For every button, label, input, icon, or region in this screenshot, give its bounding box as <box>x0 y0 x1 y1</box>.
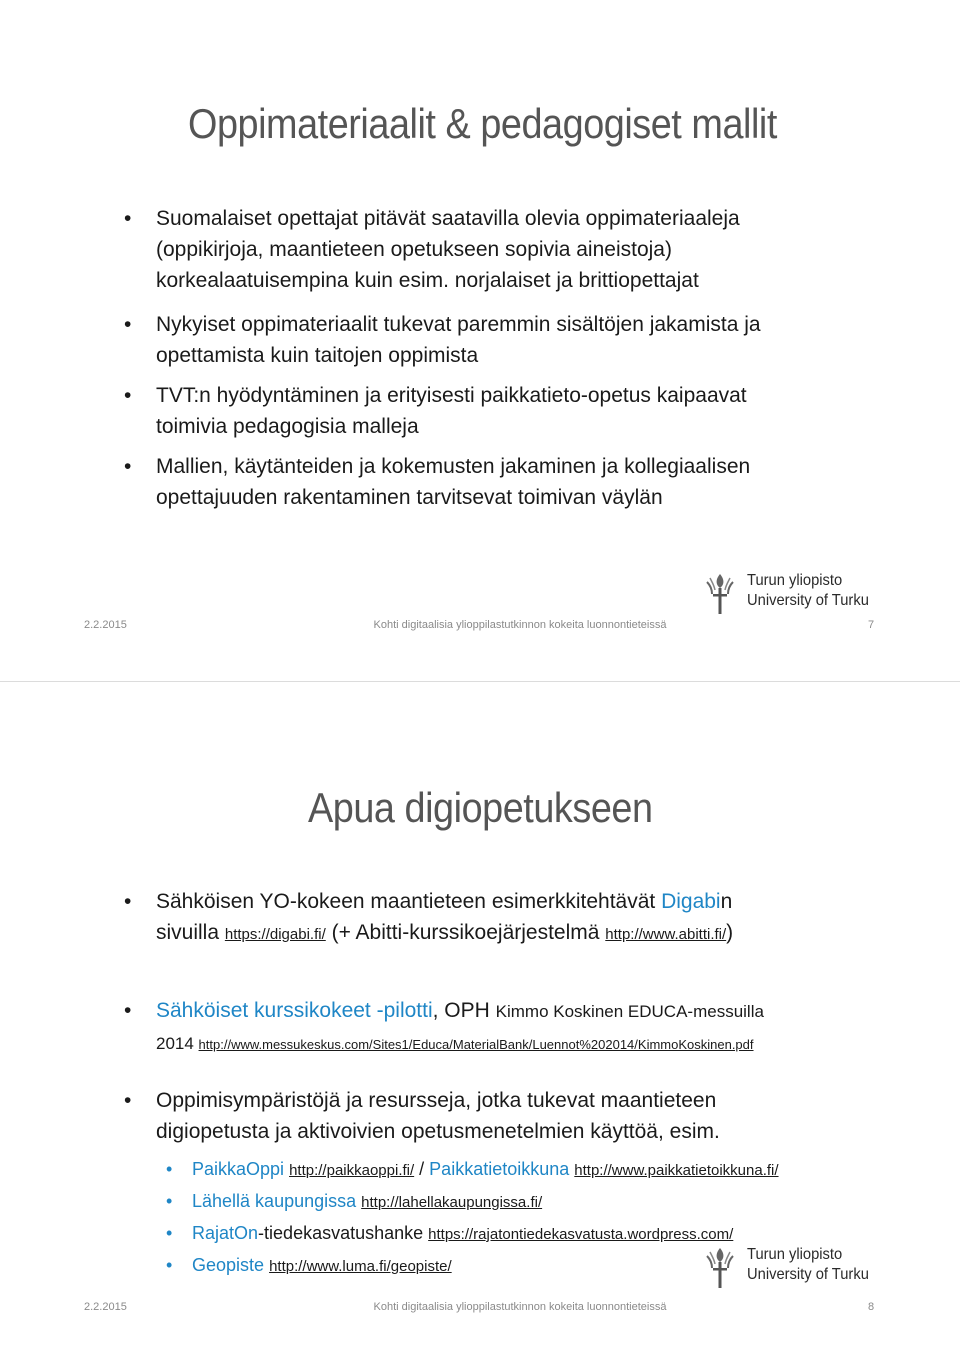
slide-title: Oppimateriaalit & pedagogiset mallit <box>188 100 777 147</box>
bullet-item: • Sähköiset kurssikokeet -pilotti, OPH Kimmo Koskinen EDUCA-messuilla 2014 http://www.messukeskus.com/Sites1/Educa/MaterialBank/Luennot%202014/KimmoKoskinen.pdf <box>156 995 764 1060</box>
sub-bullet-item: • RajatOn-tiedekasvatushanke https://rajatontiedekasvatusta.wordpress.com/ <box>192 1221 733 1247</box>
paikkatietoikkuna-link[interactable]: Paikkatietoikkuna <box>429 1159 570 1179</box>
slide-divider <box>0 681 960 682</box>
lahella-url-link[interactable]: http://lahellakaupungissa.fi/ <box>361 1194 543 1211</box>
slide-8 <box>0 684 960 1367</box>
university-torch-logo-icon <box>703 1246 737 1290</box>
bullet-item: • TVT:n hyödyntäminen ja erityisesti paikkatieto-opetus kaipaavat toimivia pedagogisia malleja <box>156 380 747 442</box>
university-logo: Turun yliopisto University of Turku <box>703 1244 873 1292</box>
footer-date: 2.2.2015 <box>84 1301 127 1313</box>
footer-title: Kohti digitaalisia ylioppilastutkinnon kokeita luonnontieteissä <box>373 1301 667 1313</box>
geopiste-url-link[interactable]: http://www.luma.fi/geopiste/ <box>269 1258 452 1275</box>
university-torch-logo-icon <box>703 572 737 616</box>
abitti-url-link[interactable]: http://www.abitti.fi/ <box>605 926 727 943</box>
paikkatietoikkuna-url-link[interactable]: http://www.paikkatietoikkuna.fi/ <box>574 1162 779 1179</box>
page-number: 8 <box>868 1301 875 1313</box>
bullet-item: • Sähköisen YO-kokeen maantieteen esimerkkitehtävät Digabin sivuilla https://digabi.fi/ (+ Abitti-kurssikoejärjestelmä http://www.abitti.fi/) <box>156 886 733 950</box>
sub-bullet-item: • PaikkaOppi http://paikkaoppi.fi/ / Paikkatietoikkuna http://www.paikkatietoikkuna.fi/ <box>192 1157 779 1183</box>
bullet-item: • Suomalaiset opettajat pitävät saatavilla olevia oppimateriaaleja (oppikirjoja, maantieteen opetukseen sopivia aineistoja) korkealaatuisempina kuin esim. norjalaiset ja brittiopettajat <box>156 203 740 296</box>
geopiste-link[interactable]: Geopiste <box>192 1255 265 1275</box>
rajaton-link[interactable]: RajatOn <box>192 1223 259 1243</box>
bullet-item: • Oppimisympäristöjä ja resursseja, jotka tukevat maantieteen digiopetusta ja aktivoivien opetusmenetelmien käyttöä, esim. <box>156 1085 720 1147</box>
bullet-item: • Mallien, käytänteiden ja kokemusten jakaminen ja kollegiaalisen opettajuuden rakentaminen tarvitsevat toimivan väylän <box>156 451 750 513</box>
footer-date: 2.2.2015 <box>84 619 127 631</box>
slide-7 <box>0 0 960 680</box>
digabi-link[interactable]: Digabi <box>661 890 721 913</box>
messukeskus-url-link[interactable]: http://www.messukeskus.com/Sites1/Educa/MaterialBank/Luennot%202014/KimmoKoskinen.pdf <box>198 1037 754 1052</box>
slide-title: Apua digiopetukseen <box>308 784 653 831</box>
rajaton-url-link[interactable]: https://rajatontiedekasvatusta.wordpress.com/ <box>428 1226 734 1243</box>
digabi-url-link[interactable]: https://digabi.fi/ <box>224 926 326 943</box>
sub-bullet-item <box>192 1189 542 1215</box>
university-logo: Turun yliopisto University of Turku <box>703 570 873 618</box>
sub-bullet-item <box>192 1253 452 1279</box>
lahella-link[interactable]: Lähellä kaupungissa <box>192 1191 357 1211</box>
bullet-item: • Nykyiset oppimateriaalit tukevat paremmin sisältöjen jakamista ja opettamista kuin taitojen oppimista <box>156 309 761 371</box>
footer-title: Kohti digitaalisia ylioppilastutkinnon kokeita luonnontieteissä <box>373 619 667 631</box>
paikkaoppi-url-link[interactable]: http://paikkaoppi.fi/ <box>289 1162 415 1179</box>
page-number: 7 <box>868 619 875 631</box>
paikkaoppi-link[interactable]: PaikkaOppi <box>192 1159 285 1179</box>
pilot-link[interactable]: Sähköiset kurssikokeet -pilotti <box>156 999 433 1022</box>
